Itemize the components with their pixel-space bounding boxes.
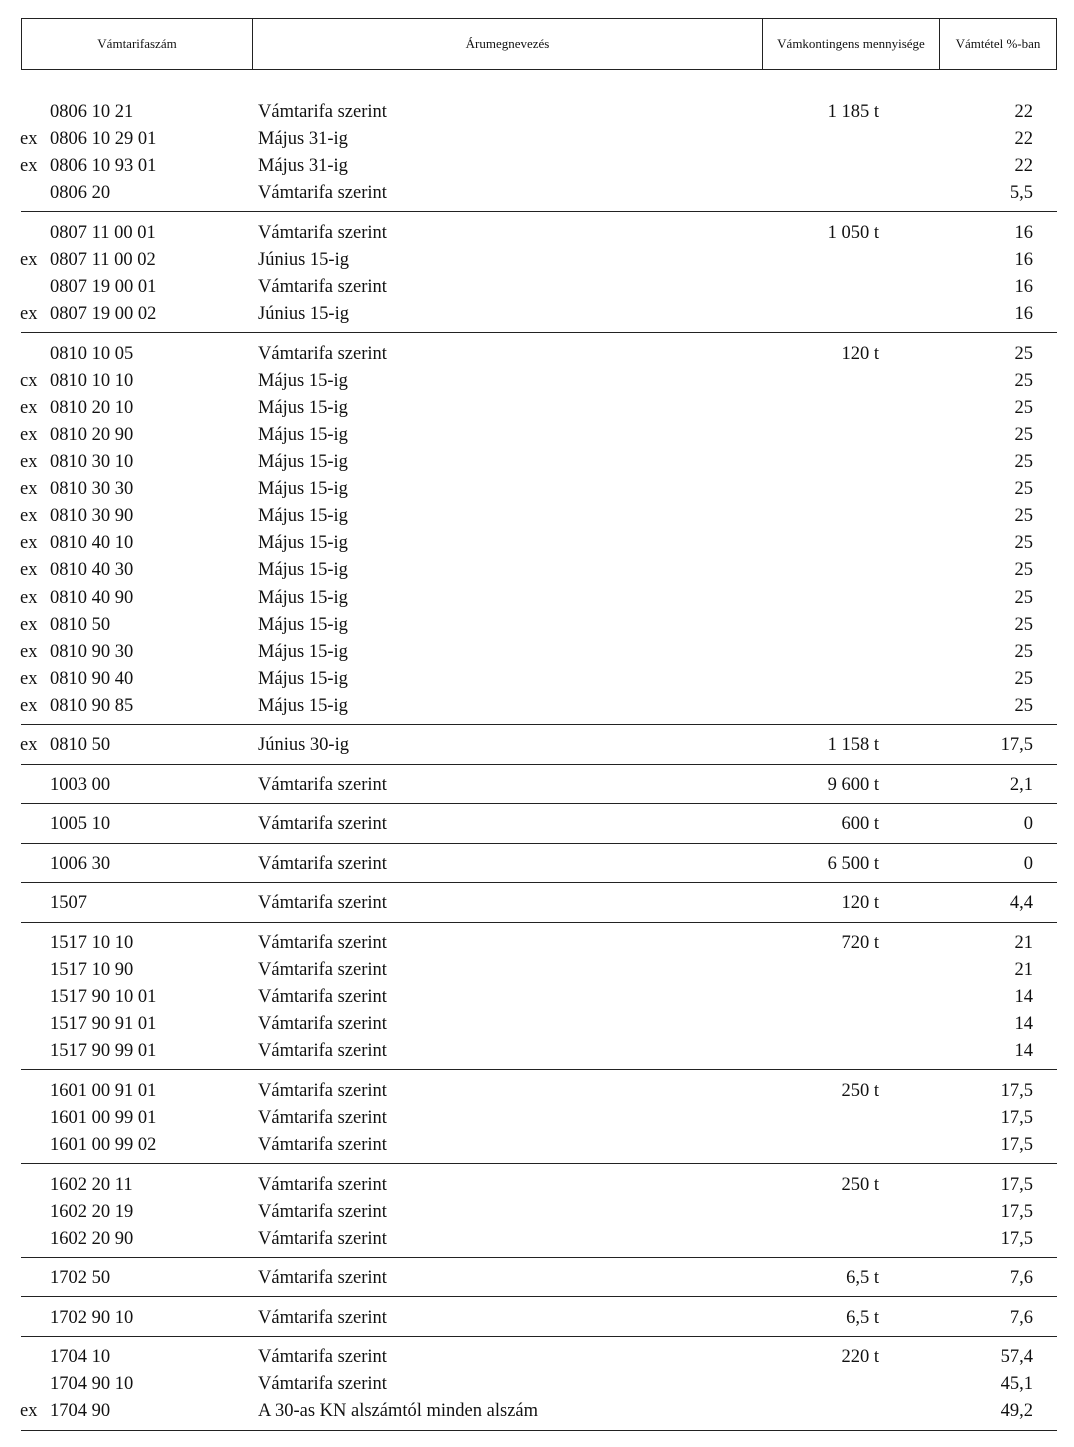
duty-rate: 17,5	[1000, 1201, 1033, 1222]
tariff-code: 0807 19 00 02	[50, 304, 157, 325]
table-row	[0, 1398, 1074, 1425]
group-divider	[21, 764, 1057, 765]
table-row	[0, 851, 1074, 878]
goods-description: Vámtarifa szerint	[258, 102, 387, 122]
duty-rate: 25	[1014, 560, 1033, 581]
table-row	[0, 153, 1074, 180]
ex-prefix: ex	[20, 156, 38, 177]
duty-rate: 16	[1014, 222, 1033, 243]
duty-rate: 25	[1014, 343, 1033, 364]
tariff-code: 0810 90 40	[50, 668, 134, 689]
duty-rate: 17,5	[1000, 735, 1033, 756]
table-row	[0, 422, 1074, 449]
goods-description: Május 15-ig	[258, 641, 348, 662]
tariff-code: 1003 00	[50, 774, 111, 795]
group-divider	[21, 882, 1057, 883]
table-row	[0, 126, 1074, 153]
ex-prefix: ex	[20, 129, 38, 150]
tariff-code: 1517 10 10	[50, 932, 134, 953]
duty-rate: 16	[1014, 277, 1033, 297]
table-row	[0, 957, 1074, 984]
table-header	[21, 18, 1057, 70]
goods-description: Május 15-ig	[258, 506, 348, 527]
tariff-code: 1704 90	[50, 1401, 111, 1422]
duty-rate: 14	[1014, 987, 1033, 1008]
table-row	[0, 612, 1074, 639]
table-row	[0, 1226, 1074, 1253]
goods-description: Vámtarifa szerint	[258, 1268, 387, 1289]
header-rate: Vámtétel %-ban	[955, 36, 1041, 51]
tariff-code: 1704 10	[50, 1347, 111, 1368]
tariff-code: 1602 20 11	[50, 1174, 133, 1195]
duty-rate: 17,5	[1000, 1135, 1033, 1155]
tariff-code: 0810 50	[50, 735, 111, 756]
duty-rate: 21	[1014, 932, 1033, 953]
duty-rate: 45,1	[1000, 1374, 1033, 1395]
header-description: Árumegnevezés	[465, 36, 550, 51]
table-row	[0, 341, 1074, 368]
goods-description: Május 15-ig	[258, 587, 348, 608]
group-divider	[21, 332, 1057, 333]
ex-prefix: ex	[20, 304, 38, 325]
table-row	[0, 1038, 1074, 1065]
table-row	[0, 1265, 1074, 1292]
ex-prefix: ex	[20, 587, 38, 608]
tariff-code: 1602 20 19	[50, 1201, 134, 1222]
table-row	[0, 930, 1074, 957]
table-row	[0, 99, 1074, 126]
goods-description: Május 15-ig	[258, 614, 348, 635]
quota-quantity: 120 t	[841, 893, 879, 914]
duty-rate: 57,4	[1000, 1347, 1033, 1368]
goods-description: Május 15-ig	[258, 424, 348, 445]
group-divider	[21, 1163, 1057, 1164]
table-row	[0, 503, 1074, 530]
quota-quantity: 6,5 t	[846, 1307, 879, 1328]
table-row	[0, 247, 1074, 274]
group-divider	[21, 211, 1057, 212]
table-row	[0, 1371, 1074, 1398]
duty-rate: 25	[1014, 614, 1033, 635]
table-row	[0, 368, 1074, 395]
table-row	[0, 772, 1074, 799]
goods-description: Vámtarifa szerint	[258, 1201, 387, 1222]
duty-rate: 25	[1014, 452, 1033, 472]
goods-description: Május 15-ig	[258, 479, 348, 500]
table-row	[0, 476, 1074, 503]
duty-rate: 25	[1014, 641, 1033, 662]
quota-quantity: 250 t	[841, 1174, 879, 1195]
tariff-code: 1702 50	[50, 1268, 111, 1289]
group-divider	[21, 1257, 1057, 1258]
ex-prefix: ex	[20, 668, 38, 689]
quota-quantity: 120 t	[841, 343, 879, 364]
duty-rate: 16	[1014, 249, 1033, 270]
duty-rate: 17,5	[1000, 1174, 1033, 1195]
table-row	[0, 220, 1074, 247]
goods-description: Vámtarifa szerint	[258, 343, 387, 364]
goods-description: Vámtarifa szerint	[258, 774, 387, 795]
goods-description: Május 15-ig	[258, 533, 348, 554]
group-divider	[21, 724, 1057, 725]
goods-description: Vámtarifa szerint	[258, 853, 387, 874]
goods-description: Vámtarifa szerint	[258, 987, 387, 1008]
table-row	[0, 666, 1074, 693]
goods-description: Május 31-ig	[258, 129, 348, 150]
table-row	[0, 557, 1074, 584]
quota-quantity: 720 t	[841, 932, 879, 953]
duty-rate: 2,1	[1009, 774, 1033, 795]
goods-description: Vámtarifa szerint	[258, 1228, 387, 1249]
duty-rate: 25	[1014, 695, 1033, 716]
tariff-code: 1702 90 10	[50, 1307, 134, 1328]
tariff-code: 1005 10	[50, 814, 111, 835]
duty-rate: 17,5	[1000, 1228, 1033, 1249]
table-row	[0, 693, 1074, 720]
tariff-code: 0810 40 10	[50, 533, 134, 554]
tariff-code: 0806 10 93 01	[50, 156, 157, 177]
quota-quantity: 1 185 t	[827, 102, 879, 122]
tariff-code: 0807 11 00 02	[50, 249, 156, 270]
quota-quantity: 220 t	[841, 1347, 879, 1368]
group-divider	[21, 843, 1057, 844]
duty-rate: 22	[1014, 102, 1033, 122]
goods-description: Május 31-ig	[258, 156, 348, 177]
table-row	[0, 1199, 1074, 1226]
duty-rate: 14	[1014, 1014, 1033, 1035]
duty-rate: 22	[1014, 129, 1033, 150]
ex-prefix: ex	[20, 479, 38, 500]
quota-quantity: 600 t	[841, 814, 879, 835]
quota-quantity: 6 500 t	[827, 853, 879, 874]
tariff-code: 0810 40 30	[50, 560, 134, 581]
goods-description: Vámtarifa szerint	[258, 1347, 387, 1368]
table-row	[0, 301, 1074, 328]
tariff-code: 0810 10 05	[50, 343, 134, 364]
duty-rate: 0	[1023, 853, 1033, 874]
goods-description: Május 15-ig	[258, 695, 348, 716]
goods-description: Vámtarifa szerint	[258, 960, 387, 980]
goods-description: Vámtarifa szerint	[258, 1041, 387, 1062]
tariff-code: 1601 00 99 02	[50, 1135, 157, 1155]
duty-rate: 25	[1014, 479, 1033, 500]
goods-description: Június 15-ig	[258, 304, 349, 325]
duty-rate: 17,5	[1000, 1080, 1033, 1101]
duty-rate: 22	[1014, 156, 1033, 177]
duty-rate: 5,5	[1009, 183, 1033, 204]
ex-prefix: ex	[20, 533, 38, 554]
ex-prefix: ex	[20, 560, 38, 581]
tariff-code: 0810 30 30	[50, 479, 134, 500]
goods-description: Május 15-ig	[258, 452, 348, 472]
duty-rate: 49,2	[1000, 1401, 1033, 1422]
goods-description: Május 15-ig	[258, 370, 348, 391]
duty-rate: 25	[1014, 424, 1033, 445]
table-row	[0, 1011, 1074, 1038]
goods-description: A 30-as KN alszámtól minden alszám	[258, 1401, 539, 1422]
ex-prefix: ex	[20, 1401, 38, 1422]
ex-prefix: ex	[20, 452, 38, 472]
goods-description: Vámtarifa szerint	[258, 932, 387, 953]
tariff-code: 0810 30 90	[50, 506, 134, 527]
tariff-code: 1006 30	[50, 853, 111, 874]
group-divider	[21, 803, 1057, 804]
table-row	[0, 585, 1074, 612]
ex-prefix: ex	[20, 249, 38, 270]
table-row	[0, 274, 1074, 301]
table-row	[0, 811, 1074, 838]
goods-description: Vámtarifa szerint	[258, 893, 387, 914]
group-divider	[21, 1296, 1057, 1297]
duty-rate: 25	[1014, 506, 1033, 527]
goods-description: Vámtarifa szerint	[258, 1014, 387, 1035]
table-row	[0, 1305, 1074, 1332]
table-row	[0, 639, 1074, 666]
group-divider	[21, 1336, 1057, 1337]
goods-description: Vámtarifa szerint	[258, 1174, 387, 1195]
tariff-code: 0810 10 10	[50, 370, 134, 391]
tariff-code: 0806 10 29 01	[50, 129, 157, 150]
table-row	[0, 1132, 1074, 1159]
goods-description: Vámtarifa szerint	[258, 1307, 387, 1328]
header-code: Vámtarifaszám	[97, 36, 177, 51]
header-quantity: Vámkontingens mennyisége	[777, 36, 925, 51]
ex-prefix: ex	[20, 735, 38, 756]
quota-quantity: 1 050 t	[827, 222, 879, 243]
tariff-code: 1517 10 90	[50, 960, 134, 980]
goods-description: Vámtarifa szerint	[258, 1374, 387, 1395]
table-row	[0, 395, 1074, 422]
tariff-code: 0806 20	[50, 183, 111, 204]
goods-description: Június 15-ig	[258, 249, 349, 270]
tariff-code: 1704 90 10	[50, 1374, 134, 1395]
duty-rate: 17,5	[1000, 1107, 1033, 1128]
tariff-code: 1507	[50, 893, 87, 914]
goods-description: Vámtarifa szerint	[258, 814, 387, 835]
duty-rate: 7,6	[1009, 1268, 1033, 1289]
duty-rate: 25	[1014, 397, 1033, 418]
duty-rate: 7,6	[1009, 1307, 1033, 1328]
table-row	[0, 1105, 1074, 1132]
table-row	[0, 1344, 1074, 1371]
duty-rate: 0	[1023, 814, 1033, 835]
tariff-code: 0810 90 30	[50, 641, 134, 662]
tariff-code: 0810 30 10	[50, 452, 134, 472]
duty-rate: 25	[1014, 533, 1033, 554]
duty-rate: 25	[1014, 587, 1033, 608]
ex-prefix: cx	[20, 370, 38, 391]
quota-quantity: 1 158 t	[827, 735, 879, 756]
goods-description: Vámtarifa szerint	[258, 1135, 387, 1155]
tariff-code: 1601 00 99 01	[50, 1107, 157, 1128]
table-row	[0, 984, 1074, 1011]
ex-prefix: ex	[20, 424, 38, 445]
table-row	[0, 1172, 1074, 1199]
ex-prefix: ex	[20, 614, 38, 635]
duty-rate: 21	[1014, 960, 1033, 980]
tariff-code: 0810 50	[50, 614, 111, 635]
tariff-code: 1517 90 10 01	[50, 987, 157, 1008]
goods-description: Május 15-ig	[258, 397, 348, 418]
duty-rate: 25	[1014, 668, 1033, 689]
tariff-code: 0810 20 90	[50, 424, 134, 445]
duty-rate: 4,4	[1009, 893, 1033, 914]
goods-description: Vámtarifa szerint	[258, 222, 387, 243]
group-divider	[21, 1069, 1057, 1070]
ex-prefix: ex	[20, 397, 38, 418]
tariff-code: 1517 90 99 01	[50, 1041, 157, 1062]
ex-prefix: ex	[20, 506, 38, 527]
table-row	[0, 732, 1074, 759]
tariff-code: 0807 11 00 01	[50, 222, 156, 243]
quota-quantity: 9 600 t	[827, 774, 879, 795]
duty-rate: 16	[1014, 304, 1033, 325]
goods-description: Május 15-ig	[258, 560, 348, 581]
goods-description: Vámtarifa szerint	[258, 1080, 387, 1101]
tariff-code: 0810 40 90	[50, 587, 134, 608]
table-row	[0, 890, 1074, 917]
ex-prefix: ex	[20, 695, 38, 716]
table-row	[0, 530, 1074, 557]
table-row	[0, 1078, 1074, 1105]
quota-quantity: 6,5 t	[846, 1268, 879, 1289]
duty-rate: 14	[1014, 1041, 1033, 1062]
goods-description: Vámtarifa szerint	[258, 1107, 387, 1128]
goods-description: Vámtarifa szerint	[258, 183, 387, 204]
goods-description: Május 15-ig	[258, 668, 348, 689]
group-divider	[21, 1430, 1057, 1431]
quota-quantity: 250 t	[841, 1080, 879, 1101]
ex-prefix: ex	[20, 641, 38, 662]
tariff-code: 0807 19 00 01	[50, 277, 157, 297]
tariff-code: 0810 20 10	[50, 397, 134, 418]
tariff-code: 1517 90 91 01	[50, 1014, 157, 1035]
tariff-code: 0806 10 21	[50, 102, 134, 122]
goods-description: Vámtarifa szerint	[258, 277, 387, 297]
duty-rate: 25	[1014, 370, 1033, 391]
tariff-code: 1602 20 90	[50, 1228, 134, 1249]
table-row	[0, 449, 1074, 476]
group-divider	[21, 922, 1057, 923]
tariff-code: 0810 90 85	[50, 695, 134, 716]
tariff-code: 1601 00 91 01	[50, 1080, 157, 1101]
goods-description: Június 30-ig	[258, 735, 349, 756]
table-row	[0, 180, 1074, 207]
